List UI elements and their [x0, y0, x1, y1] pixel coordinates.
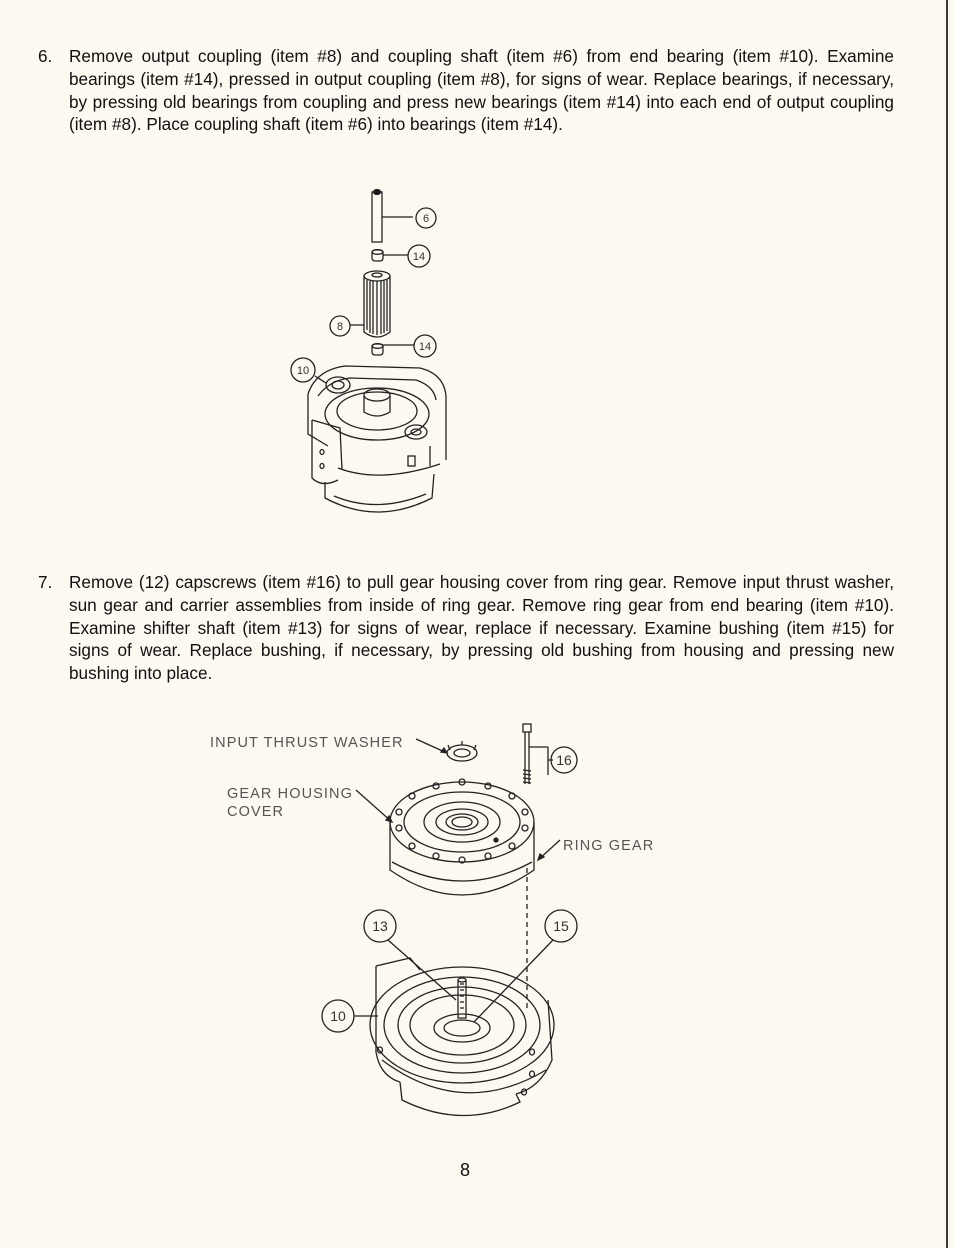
callout-15: [545, 910, 577, 942]
figure-coupling-assembly: [291, 190, 446, 513]
label-ring-gear: RING GEAR: [563, 838, 655, 854]
callout-13: [364, 910, 396, 942]
svg-text:13: 13: [372, 918, 388, 934]
input-thrust-washer-drawing: [447, 741, 477, 761]
label-input-thrust-washer: INPUT THRUST WASHER: [210, 735, 404, 751]
callout-10-b: [322, 1000, 354, 1032]
callout-14-top: [408, 245, 430, 267]
end-bearing-housing-2-drawing: [370, 958, 554, 1116]
callout-10: [291, 358, 315, 382]
leader-gear-housing-cover: [356, 790, 392, 822]
figure-gear-housing-assembly: [210, 724, 654, 1116]
svg-text:10: 10: [296, 365, 310, 377]
svg-text:14: 14: [418, 341, 432, 353]
gear-housing-cover-drawing: [390, 779, 534, 895]
svg-text:15: 15: [553, 918, 569, 934]
callout-6: [416, 208, 436, 228]
label-gear-housing-cover-line1: GEAR HOUSING: [227, 786, 353, 802]
step-text: Remove output coupling (item #8) and coupling shaft (item #6) from end bearing (item #10). Examine bearings (item #14), pressed in output coupling (item #8), for signs of wear. Replace bearings, if necessary, by pressing old bearings from coupling and press new bearings (item #14) into each end of output coupling (item #8). Place coupling shaft (item #6) into bearings (item #14).: [69, 46, 894, 135]
svg-text:16: 16: [556, 752, 572, 768]
svg-text:6: 6: [422, 213, 430, 225]
capscrew-drawing: [523, 724, 553, 784]
leader-13: [388, 940, 456, 1000]
bearing-top-drawing: [372, 250, 408, 261]
step-number: 7.: [38, 572, 53, 592]
label-gear-housing-cover-line2: COVER: [227, 804, 285, 820]
coupling-shaft-drawing: [372, 190, 413, 243]
output-coupling-drawing: [350, 271, 390, 337]
svg-text:14: 14: [412, 251, 426, 263]
step-number: 6.: [38, 46, 53, 66]
end-bearing-housing-drawing: [308, 366, 446, 512]
page-number: 8: [459, 1160, 470, 1180]
svg-text:10: 10: [330, 1008, 346, 1024]
step-text: Remove (12) capscrews (item #16) to pull gear housing cover from ring gear. Remove input thrust washer, sun gear and carrier assemblies from inside of ring gear. Remove ring gear from end bearing (item #10). Examine shifter shaft (item #13) for signs of wear, replace if necessary. Examine bushing (item #15) for signs of wear. Replace bushing, if necessary, by pressing old bushing from housing and pressing new bushing into place.: [69, 572, 894, 684]
svg-text:8: 8: [336, 321, 344, 333]
callout-14-bottom: [414, 335, 436, 357]
leader-15: [474, 940, 553, 1022]
callout-8: [330, 316, 350, 336]
bearing-bottom-drawing: [372, 344, 414, 355]
callout-16: [551, 747, 577, 773]
